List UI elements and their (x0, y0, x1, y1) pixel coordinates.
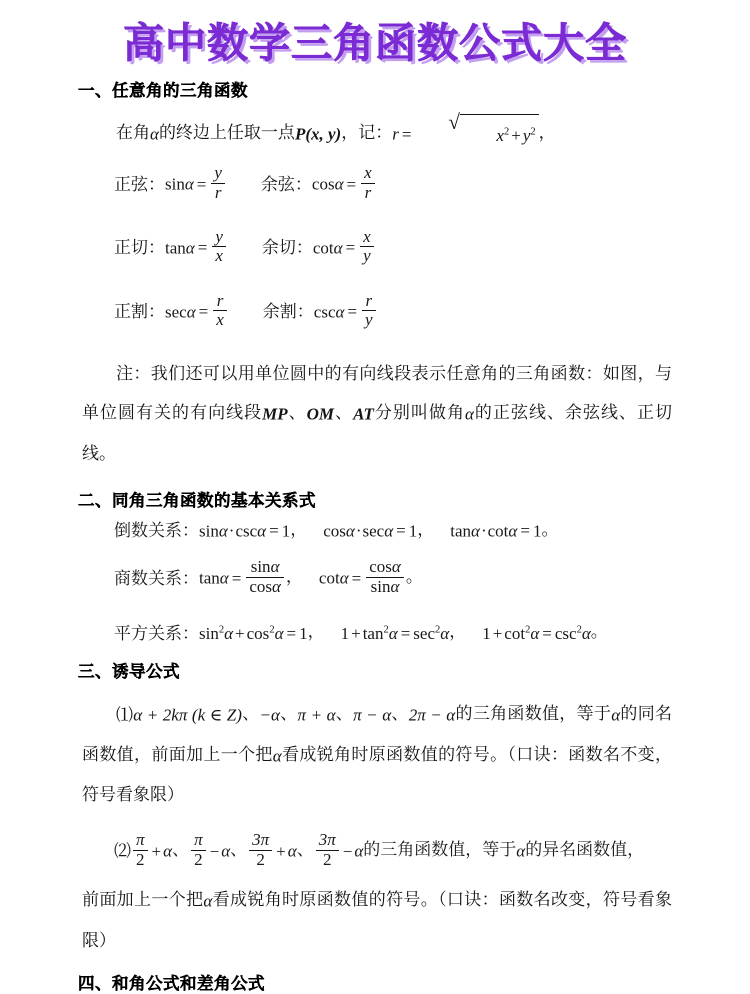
pyth-sep-1: ， (307, 622, 325, 642)
frac-numerator: x (363, 226, 371, 246)
arg-alpha: α (219, 568, 229, 588)
frac-r-over-y (362, 292, 376, 330)
item1-alpha-2: α (272, 746, 282, 766)
rhs-one: 1 (532, 521, 542, 541)
frac-denominator: 2 (316, 850, 339, 869)
expr-2pi-minus-alpha: 2π − α (408, 705, 456, 725)
arg-csc: α (335, 301, 345, 321)
frac-numerator: 3π (252, 830, 270, 850)
reciprocal-relations-row: 倒数关系：sinα·cscα = 1， cosα·secα = 1， tanα·cotα = 1。 (114, 519, 559, 541)
label-cosecant: 余割： (262, 301, 314, 321)
induction-item-1 (0, 694, 750, 814)
op-plus: + (276, 841, 286, 861)
section-heading-1: 一、任意角的三角函数 (78, 81, 248, 101)
expr-pi-plus-alpha: π + α (297, 705, 336, 725)
label-secant: 正割： (114, 301, 165, 321)
item2-text-a: 的三角函数值，等于 (363, 840, 517, 860)
frac-denominator: cosα (246, 577, 284, 597)
label-tangent: 正切： (114, 238, 165, 258)
arg-sec: α (186, 301, 196, 321)
label-reciprocal: 倒数关系： (114, 521, 199, 541)
section-heading-3: 三、诱导公式 (78, 662, 180, 682)
pythagorean-relations-row (0, 623, 750, 642)
pyth-sep-2: ， (449, 622, 467, 642)
radical-sign: √ (448, 109, 460, 134)
ratio-row-sec-csc: 正割：secα = $\frac{r}{x}$ 余割：cscα = $\frac{r}{y}$ (0, 293, 750, 331)
op-minus: − (342, 841, 353, 861)
item1-text-b: 的同名函数值，前面加上一个把 (82, 704, 673, 764)
frac-numerator: sinα (250, 557, 280, 577)
frac-pi-over-2-a (133, 831, 148, 869)
sep: 、 (391, 704, 409, 724)
frac-numerator: x (364, 163, 372, 183)
item2-alpha: α (516, 841, 526, 861)
fn-sec: sec (362, 521, 385, 541)
item2-text-b-head: 的异名函数值， (525, 840, 645, 860)
frac-numerator: cosα (369, 557, 401, 577)
condition-k-in-z: (k ∈ Z) (191, 705, 242, 725)
page-title: 高中数学三角函数公式大全 (123, 19, 627, 67)
sqrt-expression (414, 109, 538, 156)
frac-denominator: 2 (133, 850, 148, 869)
frac-denominator: r (361, 183, 375, 202)
label-pythagorean: 平方关系： (114, 624, 199, 644)
note-sep-b: 、 (334, 403, 354, 423)
arg-cos: α (334, 174, 344, 194)
arg-alpha: α (345, 521, 355, 541)
frac-numerator: y (215, 226, 223, 246)
item2-text-c: 看成锐角时原函数值的符号。（口诀：函数名改变，符号看象限） (82, 889, 673, 950)
intro-point: P(x, y) (294, 124, 342, 144)
frac-numerator: π (136, 830, 145, 850)
fn-csc: csc (313, 301, 336, 321)
frac-y-over-x (212, 228, 226, 266)
quotient-sep: ， (285, 567, 303, 587)
induction-item-2-continuation (0, 880, 750, 960)
item1-text-a: 的三角函数值，等于 (455, 704, 612, 724)
sep: 、 (335, 704, 354, 724)
intro-equals: = (401, 124, 412, 144)
sep: 、 (230, 840, 248, 860)
frac-denominator: sinα (366, 577, 404, 597)
arg-sin: α (184, 174, 194, 194)
item2-cont-text: 前面加上一个把 (82, 889, 204, 909)
arg-alpha: α (339, 568, 349, 588)
label-cosine: 余弦： (260, 174, 312, 194)
fn-cos: cos (323, 521, 346, 541)
fn-tan: tan (199, 568, 220, 588)
arg-alpha: α (218, 521, 228, 541)
sep: 、 (241, 704, 260, 724)
fn-cot: cot (318, 568, 340, 588)
op-minus: − (209, 841, 220, 861)
label-quotient: 商数关系： (114, 568, 199, 588)
expr-pi-minus-alpha: π − α (353, 705, 392, 725)
note-part3: 的正弦线、余弦线、正切线。 (82, 403, 673, 463)
arg-alpha: α (354, 841, 364, 861)
expr-minus-alpha: −α (259, 705, 280, 725)
intro-trailing: ， (538, 123, 556, 143)
eq-1-tan2: $1 + \tan^2\alpha = \sec^2\alpha$ (340, 624, 450, 644)
frac-denominator: x (212, 246, 226, 265)
fn-tan: tan (165, 238, 186, 258)
frac-numerator: r (365, 290, 373, 310)
item1-text-c: 看成锐角时原函数值的符号。（口诀：函数名不变，符号看象限） (82, 744, 673, 805)
frac-numerator: r (216, 290, 224, 310)
note-part1: 注：我们还可以用单位圆中的有向线段表示任意角的三角函数：如图，与单位圆有关的有向线段 (82, 364, 672, 423)
intro-comma: ，记： (341, 123, 393, 143)
intro-alpha: α (150, 124, 159, 144)
arg-alpha: α (471, 521, 480, 541)
segment-mp: MP (262, 404, 288, 424)
frac-numerator: y (214, 163, 222, 183)
frac-sin-over-cos (246, 558, 284, 596)
item-marker-1: ⑴ (116, 705, 134, 725)
sep: 、 (279, 704, 298, 724)
fn-sec: sec (165, 301, 187, 321)
intro-r: r (392, 124, 399, 144)
radicand: $x^2 + y^2$ (460, 114, 538, 155)
arg-alpha: α (287, 841, 297, 861)
pyth-end: 。 (590, 622, 608, 642)
arg-alpha: α (257, 521, 267, 541)
fn-cot: cot (487, 521, 509, 541)
eq-1-cot2: $1 + \cot^2\alpha = \csc^2\alpha$ (482, 624, 591, 644)
segment-om: OM (306, 404, 335, 424)
frac-numerator: π (194, 830, 203, 850)
section1-note (0, 354, 750, 473)
frac-r-over-x (213, 292, 227, 330)
frac-x-over-y (360, 228, 374, 266)
label-cotangent: 余切： (261, 238, 313, 258)
fn-sin: sin (199, 521, 219, 541)
frac-x-over-r (361, 164, 375, 202)
frac-pi-over-2-b (191, 831, 206, 869)
ratio-row-sin-cos: 正弦：sinα = $\frac{y}{r}$ 余弦：cosα = $\frac{x}{r}$ (0, 165, 750, 203)
fn-csc: csc (235, 521, 258, 541)
fn-cos: cos (311, 174, 335, 194)
note-sep-a: 、 (287, 403, 307, 423)
frac-numerator: 3π (318, 830, 336, 850)
frac-3pi-over-2-b (316, 831, 339, 869)
quotient-end: 。 (405, 567, 423, 587)
quotient-relations-row: 商数关系：tanα = $\frac{\sin\alpha}{\cos\alpha}$ ， cotα = $\frac{\cos\alpha}{\sin\alpha}$ 。 (114, 557, 423, 597)
fn-tan: tan (450, 521, 472, 541)
arg-alpha: α (163, 841, 173, 861)
frac-denominator: 2 (191, 850, 206, 869)
arg-alpha: α (221, 841, 231, 861)
section1-intro (0, 109, 750, 155)
rhs-one: 1 (281, 521, 291, 541)
note-part2: 分别叫做角 (373, 403, 465, 423)
arg-tan: α (185, 238, 195, 258)
frac-denominator: x (213, 310, 227, 329)
item-marker-2: ⑵ (114, 841, 131, 861)
expr-alpha-2kpi: α + 2kπ (133, 705, 188, 725)
eq-sin2-cos2: $\sin^2\alpha + \cos^2\alpha = 1$ (199, 624, 308, 644)
intro-prefix: 在角 (116, 123, 150, 143)
frac-denominator: y (360, 246, 374, 265)
frac-y-over-r (211, 164, 225, 202)
frac-denominator: r (211, 183, 225, 202)
fn-sin: sin (165, 174, 185, 194)
arg-cot: α (333, 238, 343, 258)
note-alpha: α (464, 404, 474, 424)
op-plus: + (151, 841, 162, 861)
item1-alpha: α (611, 705, 621, 725)
rhs-one: 1 (408, 521, 418, 541)
fn-cot: cot (312, 238, 334, 258)
frac-denominator: 2 (249, 850, 272, 869)
intro-mid: 的终边上任取一点 (158, 123, 295, 143)
arg-alpha: α (508, 521, 518, 541)
frac-cos-over-sin (366, 558, 404, 596)
arg-alpha: α (384, 521, 394, 541)
ratio-row-tan-cot: 正切：tanα = $\frac{y}{x}$ 余切：cotα = $\frac{x}{y}$ (0, 229, 750, 267)
label-sine: 正弦： (114, 174, 165, 194)
segment-at: AT (353, 404, 374, 424)
frac-denominator: y (362, 310, 376, 329)
section-heading-2: 二、同角三角函数的基本关系式 (78, 490, 316, 510)
sep: 、 (172, 840, 190, 860)
sep: 、 (296, 840, 314, 860)
section-heading-4: 四、和角公式和差角公式 (78, 973, 265, 993)
reciprocal-end: 。 (541, 519, 559, 539)
induction-item-2-fractions (0, 832, 750, 870)
item2-alpha-2: α (203, 891, 213, 911)
frac-3pi-over-2-a (249, 831, 272, 869)
